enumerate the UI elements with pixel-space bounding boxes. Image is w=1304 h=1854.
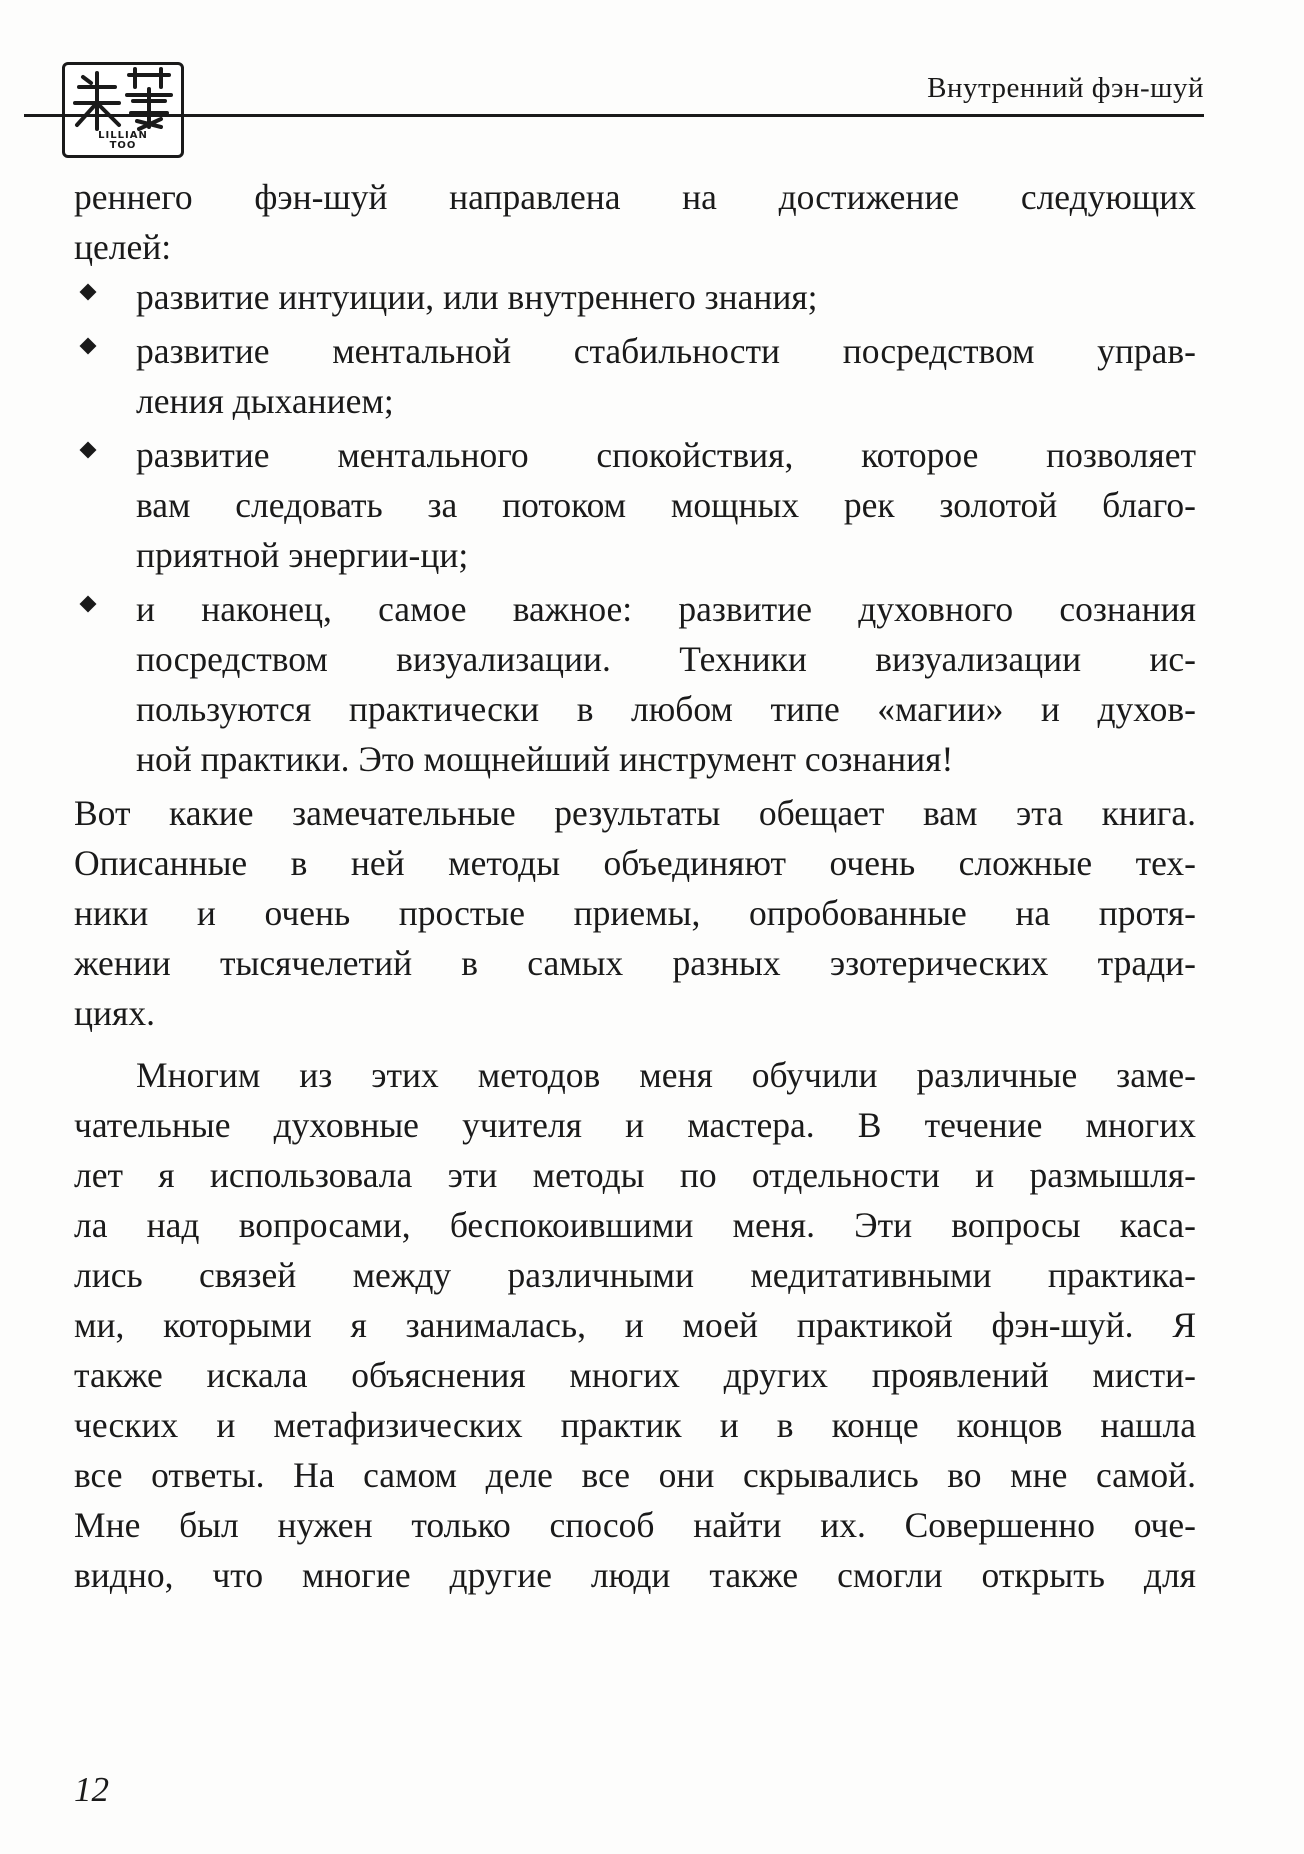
text-line: жении тысячелетий в самых разных эзотерических тради- xyxy=(74,943,1196,983)
header-rule xyxy=(24,114,1204,117)
text-line: Многим из этих методов меня обучили различные заме- xyxy=(136,1055,1196,1095)
text-line: ной практики. Это мощнейший инструмент сознания! xyxy=(136,739,954,779)
bullet-item xyxy=(74,584,1196,784)
text-line: ления дыханием; xyxy=(136,381,394,421)
text-line: ла над вопросами, беспокоившими меня. Эти вопросы каса- xyxy=(74,1205,1196,1245)
text-line: вам следовать за потоком мощных рек золотой благо- xyxy=(136,485,1196,525)
text-line: ники и очень простые приемы, опробованные на протя- xyxy=(74,893,1196,933)
text-line: ческих и метафизических практик и в конце концов нашла xyxy=(74,1405,1196,1445)
text-line: посредством визуализации. Техники визуализации ис- xyxy=(136,639,1196,679)
logo-glyphs-icon xyxy=(65,65,181,135)
page-number: 12 xyxy=(74,1770,109,1809)
bullet-item xyxy=(74,272,1196,322)
text-line: Мне был нужен только способ найти их. Совершенно оче- xyxy=(74,1505,1196,1545)
text-line: развитие ментального спокойствия, которое позволяет xyxy=(136,435,1196,475)
text-line: Вот какие замечательные результаты обещает вам эта книга. xyxy=(74,793,1196,833)
text-line: Описанные в ней методы объединяют очень сложные тех- xyxy=(74,843,1196,883)
bullet-item xyxy=(74,430,1196,580)
author-logo xyxy=(62,62,184,158)
text-line: чательные духовные учителя и мастера. В течение многих xyxy=(74,1105,1196,1145)
text-line: также искала объяснения многих других проявлений мисти- xyxy=(74,1355,1196,1395)
text-line: лет я использовала эти методы по отдельности и размышля- xyxy=(74,1155,1196,1195)
text-line: все ответы. На самом деле все они скрывались во мне самой. xyxy=(74,1455,1196,1495)
paragraph xyxy=(74,788,1196,1038)
text-line: развитие ментальной стабильности посредством управ- xyxy=(136,331,1196,371)
paragraph xyxy=(74,1050,1196,1600)
bullet-item xyxy=(74,326,1196,426)
text-line: циях. xyxy=(74,993,155,1033)
text-line: лись связей между различными медитативными практика- xyxy=(74,1255,1196,1295)
text-line: и наконец, самое важное: развитие духовного сознания xyxy=(136,589,1196,629)
text-line: развитие интуиции, или внутреннего знания; xyxy=(136,277,818,317)
text-line: приятной энергии-ци; xyxy=(136,535,469,575)
running-title: Внутренний фэн-шуй xyxy=(927,72,1204,104)
logo-caption: LILLIAN TOO xyxy=(98,130,148,151)
body-text xyxy=(74,172,1196,1600)
running-header xyxy=(24,54,1204,164)
text-line: ми, которыми я занималась, и моей практикой фэн-шуй. Я xyxy=(74,1305,1196,1345)
text-line: реннего фэн-шуй направлена на достижение следующих xyxy=(74,177,1196,217)
text-line: видно, что многие другие люди также смогли открыть для xyxy=(74,1555,1196,1595)
text-line: пользуются практически в любом типе «магии» и духов- xyxy=(136,689,1196,729)
text-line: целей: xyxy=(74,227,172,267)
